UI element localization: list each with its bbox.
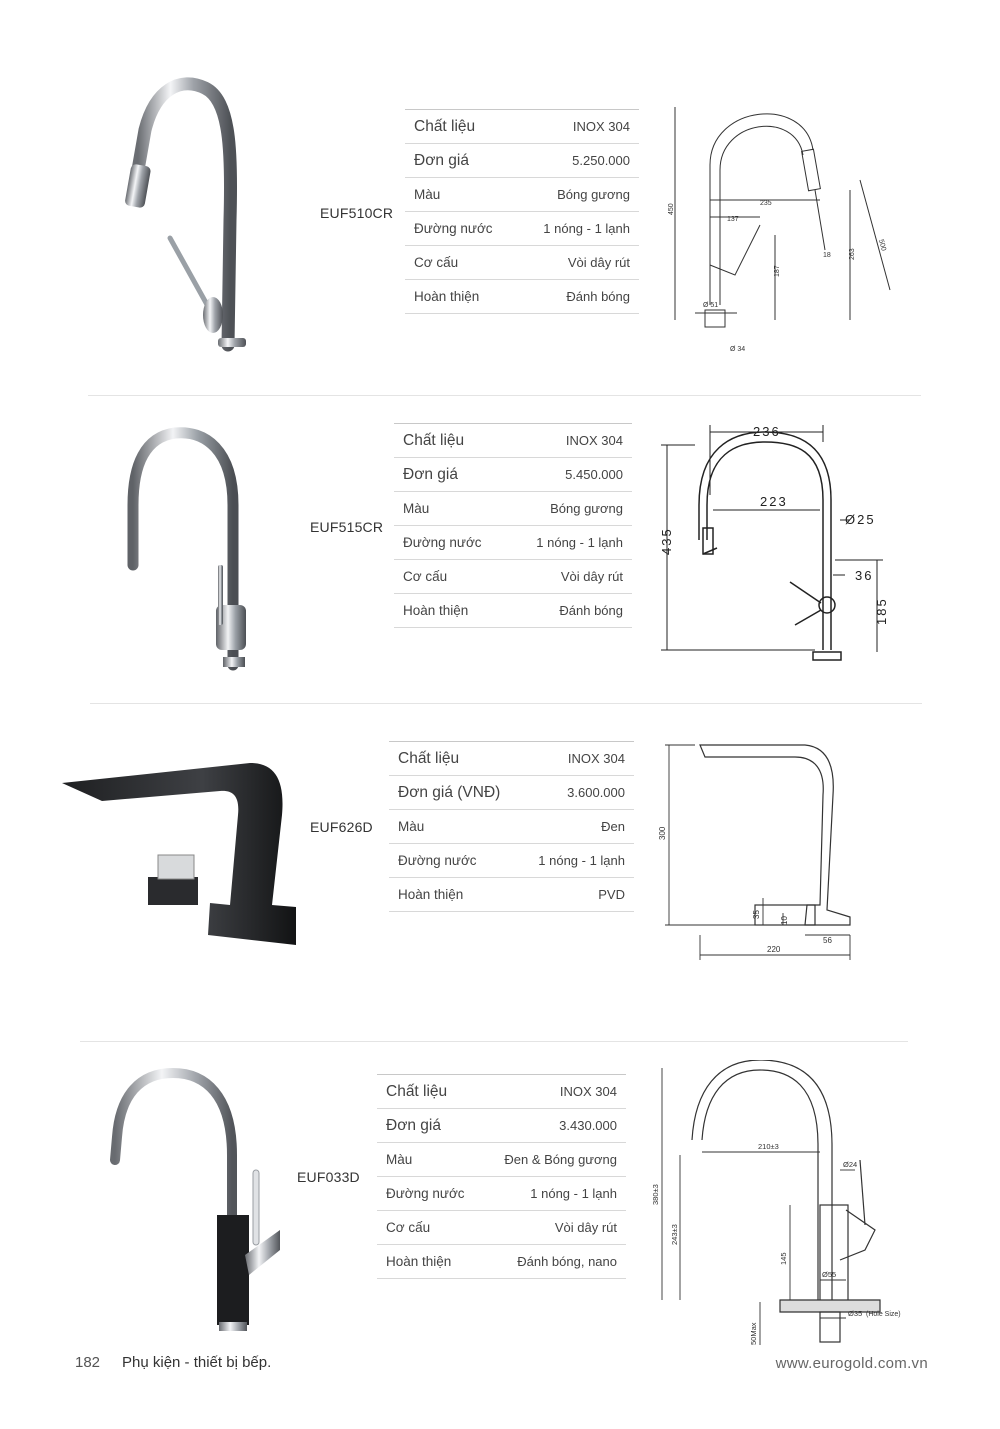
model-code: EUF515CR [310, 519, 384, 535]
technical-drawing-euf033d [650, 1060, 920, 1345]
model-code: EUF626D [310, 819, 373, 835]
spec-table [377, 1074, 626, 1279]
product-euf033d [0, 1045, 1000, 1345]
spec-value: INOX 304 [483, 1075, 626, 1109]
spec-label: Hoàn thiện [389, 878, 520, 912]
dimension-label: Ø35 [848, 1309, 863, 1318]
dimension-label: 263 [849, 248, 856, 260]
spec-value: INOX 304 [517, 110, 639, 144]
dimension-label: 187 [774, 265, 781, 277]
section-divider [88, 395, 921, 396]
dimension-label: 435 [659, 527, 674, 555]
spec-value: Vòi dây rút [517, 246, 639, 280]
spec-label: Đường nước [394, 526, 508, 560]
section-divider [90, 703, 922, 704]
spec-value: 1 nóng - 1 lạnh [508, 526, 632, 560]
product-euf515cr [0, 400, 1000, 700]
dimension-label: Ø25 [845, 512, 876, 527]
spec-value: Vòi dây rút [483, 1211, 626, 1245]
dimension-label: Ø24 [843, 1160, 858, 1169]
section-divider [80, 1041, 908, 1042]
dimension-label: 50Max [749, 1322, 758, 1345]
dimension-label: (Hole Size) [866, 1311, 901, 1318]
spec-table [405, 109, 639, 314]
spec-value: 1 nóng - 1 lạnh [517, 212, 639, 246]
spec-label: Đường nước [377, 1177, 483, 1211]
dimension-label: Ø55 [822, 1270, 837, 1279]
dimension-label: 210±3 [758, 1142, 779, 1151]
technical-drawing-euf626d [655, 735, 865, 965]
spec-label: Hoàn thiện [377, 1245, 483, 1279]
dimension-label: 235 [760, 200, 772, 207]
spec-value: PVD [520, 878, 634, 912]
spec-value: Vòi dây rút [508, 560, 632, 594]
spec-value: Đen [520, 810, 634, 844]
dimension-label: Ø 51 [703, 302, 719, 309]
spec-label: Màu [377, 1143, 483, 1177]
spec-value: Đánh bóng [508, 594, 632, 628]
spec-label: Cơ cấu [405, 246, 517, 280]
dimension-label: Ø 34 [730, 346, 746, 353]
technical-drawing-euf515cr [655, 420, 895, 675]
spec-label: Cơ cấu [394, 560, 508, 594]
dimension-label: 220 [767, 945, 781, 954]
model-code: EUF033D [297, 1169, 360, 1185]
spec-label: Đơn giá [394, 458, 508, 492]
spec-value: 1 nóng - 1 lạnh [483, 1177, 626, 1211]
spec-value: INOX 304 [508, 424, 632, 458]
dimension-label: 35 [752, 910, 761, 919]
spec-value: 5.250.000 [517, 144, 639, 178]
technical-drawing-euf510cr [665, 95, 900, 360]
dimension-label: 185 [874, 597, 889, 625]
spec-value: Bóng gương [508, 492, 632, 526]
spec-value: Đánh bóng, nano [483, 1245, 626, 1279]
spec-label: Đơn giá (VNĐ) [389, 776, 520, 810]
model-code: EUF510CR [320, 205, 394, 221]
spec-label: Đường nước [405, 212, 517, 246]
spec-label: Hoàn thiện [394, 594, 508, 628]
spec-value: Đánh bóng [517, 280, 639, 314]
dimension-label: 380±3 [651, 1184, 660, 1205]
spec-value: 3.430.000 [483, 1109, 626, 1143]
dimension-label: 450 [668, 203, 675, 215]
spec-value: 3.600.000 [520, 776, 634, 810]
spec-label: Đường nước [389, 844, 520, 878]
spec-label: Chất liệu [405, 110, 517, 144]
spec-label: Hoàn thiện [405, 280, 517, 314]
spec-table [389, 741, 634, 912]
spec-label: Đơn giá [377, 1109, 483, 1143]
dimension-label: 300 [658, 826, 667, 840]
dimension-label: 236 [753, 424, 781, 439]
dimension-label: 18 [823, 252, 831, 259]
spec-value: Đen & Bóng gương [483, 1143, 626, 1177]
footer-website: www.eurogold.com.vn [775, 1355, 928, 1372]
spec-table [394, 423, 632, 628]
faucet-photo-euf626d [60, 755, 300, 955]
spec-label: Chất liệu [389, 742, 520, 776]
spec-label: Màu [405, 178, 517, 212]
spec-label: Chất liệu [377, 1075, 483, 1109]
spec-value: 1 nóng - 1 lạnh [520, 844, 634, 878]
dimension-label: 36 [855, 568, 874, 583]
spec-value: Bóng gương [517, 178, 639, 212]
dimension-label: 145 [779, 1252, 788, 1265]
faucet-photo-euf515cr [115, 425, 275, 675]
dimension-label: 243±3 [670, 1224, 679, 1245]
spec-value: 5.450.000 [508, 458, 632, 492]
dimension-label: 223 [760, 494, 788, 509]
dimension-label: 56 [823, 936, 832, 945]
product-euf626d [0, 705, 1000, 1035]
footer-category: Phụ kiện - thiết bị bếp. [122, 1354, 272, 1371]
faucet-photo-euf033d [95, 1065, 285, 1335]
spec-label: Màu [394, 492, 508, 526]
product-euf510cr [0, 0, 1000, 390]
dimension-label: 137 [727, 216, 739, 223]
dimension-label: 10 [780, 916, 789, 925]
page-number: 182 [75, 1354, 101, 1371]
faucet-photo-euf510cr [110, 70, 280, 360]
spec-label: Đơn giá [405, 144, 517, 178]
spec-label: Màu [389, 810, 520, 844]
spec-label: Cơ cấu [377, 1211, 483, 1245]
dimension-label: 500 [877, 238, 887, 252]
spec-label: Chất liệu [394, 424, 508, 458]
spec-value: INOX 304 [520, 742, 634, 776]
